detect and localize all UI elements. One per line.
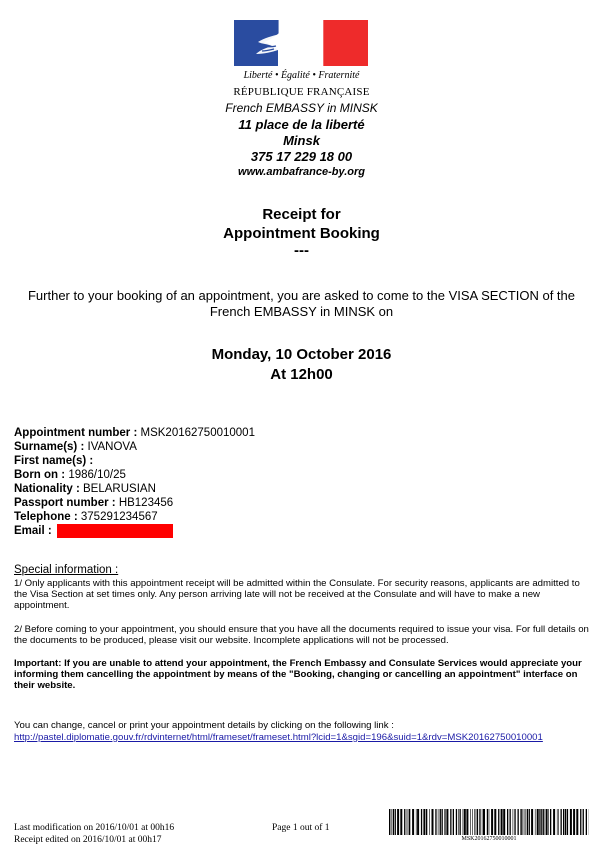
barcode-bar: [529, 809, 530, 835]
barcode-bar: [548, 809, 549, 835]
barcode-bar: [489, 809, 490, 835]
field-first-name: [14, 454, 255, 468]
barcode-bar: [583, 809, 584, 835]
embassy-name: French EMBASSY in MINSK: [225, 101, 378, 115]
appointment-date: Monday, 10 October 2016: [211, 346, 392, 363]
barcode-bar: [514, 809, 515, 835]
barcode-bar: [463, 809, 464, 835]
appointment-link[interactable]: http://pastel.diplomatie.gouv.fr/rdvinternet/html/frameset/frameset.html?lcid=1&sgid=196&suid=1&rdv=MSK20162750010001: [14, 732, 543, 743]
barcode-bar: [501, 809, 503, 835]
barcode-bar: [412, 809, 414, 835]
barcode-bar: [503, 809, 505, 835]
receipt-title-line1: Receipt for: [262, 206, 341, 223]
field-value: MSK20162750010001: [140, 427, 255, 439]
barcode-bar: [539, 809, 540, 835]
barcode-bar: [421, 809, 422, 835]
barcode-bar: [426, 809, 427, 835]
barcode-bar: [404, 809, 405, 835]
field-appointment-number: [14, 426, 255, 440]
motto: Liberté • Égalité • Fraternité: [243, 70, 360, 81]
barcode-bar: [464, 809, 466, 835]
receipt-edited: Receipt edited on 2016/10/01 at 00h17: [14, 835, 162, 845]
barcode-bar: [442, 809, 443, 835]
barcode-bar: [557, 809, 558, 835]
republic-name: RÉPUBLIQUE FRANÇAISE: [233, 86, 370, 98]
field-value: 375291234567: [80, 511, 158, 523]
field-email: [14, 524, 255, 538]
flag-red-band: [323, 20, 368, 66]
barcode-bar: [408, 809, 409, 835]
barcode-bar: [550, 809, 551, 835]
barcode-bar: [470, 809, 471, 835]
embassy-phone: 375 17 229 18 00: [250, 149, 353, 164]
barcode-bar: [409, 809, 410, 835]
barcode-bar: [491, 809, 493, 835]
field-nationality: [14, 482, 255, 496]
address-street: 11 place de la liberté: [238, 117, 365, 132]
barcode-bar: [435, 809, 436, 835]
barcode-bar: [546, 809, 548, 835]
barcode-bar: [393, 809, 394, 835]
barcode-bar: [553, 809, 555, 835]
field-value: IVANOVA: [87, 441, 137, 453]
barcode-bar: [541, 809, 542, 835]
barcode-bar: [450, 809, 451, 835]
barcode-bar: [482, 809, 483, 835]
barcode-bar: [527, 809, 528, 835]
barcode-bar: [445, 809, 446, 835]
barcode-bar: [524, 809, 525, 835]
barcode-bar: [453, 809, 454, 835]
barcode-bar: [389, 809, 390, 835]
field-value: HB123456: [118, 497, 174, 509]
special-info-paragraph-2: 2/ Before coming to your appointment, you should ensure that you have all the documents required to issue your visa. For full details on the documents to be produced, please visit our website. Incomplete applications will not be processed.: [14, 624, 589, 646]
applicant-details: [14, 426, 255, 538]
barcode-bar: [391, 809, 392, 835]
field-passport-number: [14, 496, 255, 510]
barcode-bar: [487, 809, 488, 835]
field-value: 1986/10/25: [68, 469, 126, 481]
barcode-bar: [576, 809, 578, 835]
barcode-bar: [537, 809, 539, 835]
barcode-bar: [520, 809, 521, 835]
page-number: Page 1 out of 1: [272, 823, 330, 833]
field-label: Surname(s) :: [14, 441, 85, 453]
barcode-bar: [423, 809, 425, 835]
barcode-bar: [472, 809, 473, 835]
marianne-logo: [234, 20, 368, 66]
barcode-bar: [456, 809, 457, 835]
barcode-bar: [395, 809, 396, 835]
barcode-bar: [429, 809, 430, 835]
barcode-bar: [513, 809, 514, 835]
barcode-bar: [498, 809, 499, 835]
barcode-bar: [558, 809, 559, 835]
barcode-bar: [531, 809, 533, 835]
barcode-bar: [416, 809, 417, 835]
field-born-on: [14, 468, 255, 482]
barcode-bar: [466, 809, 468, 835]
appointment-time: At 12h00: [270, 366, 333, 383]
barcode-bar: [565, 809, 566, 835]
barcode: [389, 809, 589, 835]
barcode-bar: [407, 809, 408, 835]
barcode-bar: [446, 809, 448, 835]
barcode-bar: [483, 809, 485, 835]
barcode-bar: [494, 809, 496, 835]
barcode-bar: [444, 809, 445, 835]
email-redaction: [57, 524, 173, 538]
barcode-bar: [525, 809, 526, 835]
field-label: Telephone :: [14, 511, 78, 523]
field-label: Nationality :: [14, 483, 80, 495]
embassy-website: www.ambafrance-by.org: [238, 166, 365, 178]
special-info-heading: Special information :: [14, 564, 119, 576]
field-surname: [14, 440, 255, 454]
barcode-bar: [438, 809, 439, 835]
field-label: Born on :: [14, 469, 66, 481]
footer-timestamps: [14, 822, 174, 846]
field-value: BELARUSIAN: [83, 483, 156, 495]
barcode-bar: [417, 809, 419, 835]
field-label: Appointment number :: [14, 427, 138, 439]
barcode-bar: [510, 809, 511, 835]
barcode-bar: [477, 809, 478, 835]
barcode-bar: [570, 809, 572, 835]
barcode-bar: [397, 809, 399, 835]
address-city: Minsk: [283, 133, 320, 148]
barcode-bar: [586, 809, 587, 835]
receipt-title-line2: Appointment Booking: [223, 225, 380, 242]
change-instructions: You can change, cancel or print your appointment details by clicking on the following link :: [14, 720, 394, 731]
barcode-bar: [563, 809, 564, 835]
barcode-bar: [507, 809, 508, 835]
last-modification: Last modification on 2016/10/01 at 00h16: [14, 823, 175, 833]
barcode-bar: [476, 809, 477, 835]
field-telephone: [14, 510, 255, 524]
barcode-bar: [479, 809, 480, 835]
barcode-bar: [458, 809, 459, 835]
receipt-title-separator: ---: [294, 242, 309, 259]
field-label: Passport number :: [14, 497, 116, 509]
barcode-bar: [518, 809, 519, 835]
barcode-bar: [432, 809, 434, 835]
barcode-bar: [474, 809, 475, 835]
barcode-bar: [561, 809, 562, 835]
field-label: First name(s) :: [14, 455, 94, 467]
barcode-bar: [440, 809, 441, 835]
barcode-label: MSK20162750010001: [461, 836, 517, 842]
special-info-paragraph-1: 1/ Only applicants with this appointment receipt will be admitted within the Consulate. For security reasons, applicants are admitted to the Visa Section at set times only. Any person arriving late will not be received at the Consulate and will have to make a new appointment.: [14, 578, 580, 611]
barcode-bar: [573, 809, 575, 835]
field-label: Email :: [14, 525, 52, 537]
barcode-bar: [567, 809, 568, 835]
intro-text: Further to your booking of an appointment, you are asked to come to the VISA SECTION of the French EMBASSY in MINSK on: [27, 288, 576, 319]
barcode-bar: [580, 809, 581, 835]
barcode-bar: [400, 809, 402, 835]
barcode-bar: [543, 809, 544, 835]
important-notice: Important: If you are unable to attend your appointment, the French Embassy and Consulate Services would appreciate your informing them cancelling the appointment by means of the "Booking, changing or cancelling an appointment" interface on their website.: [14, 658, 582, 691]
barcode-bar: [521, 809, 522, 835]
barcode-bar: [460, 809, 461, 835]
barcode-bar: [535, 809, 536, 835]
